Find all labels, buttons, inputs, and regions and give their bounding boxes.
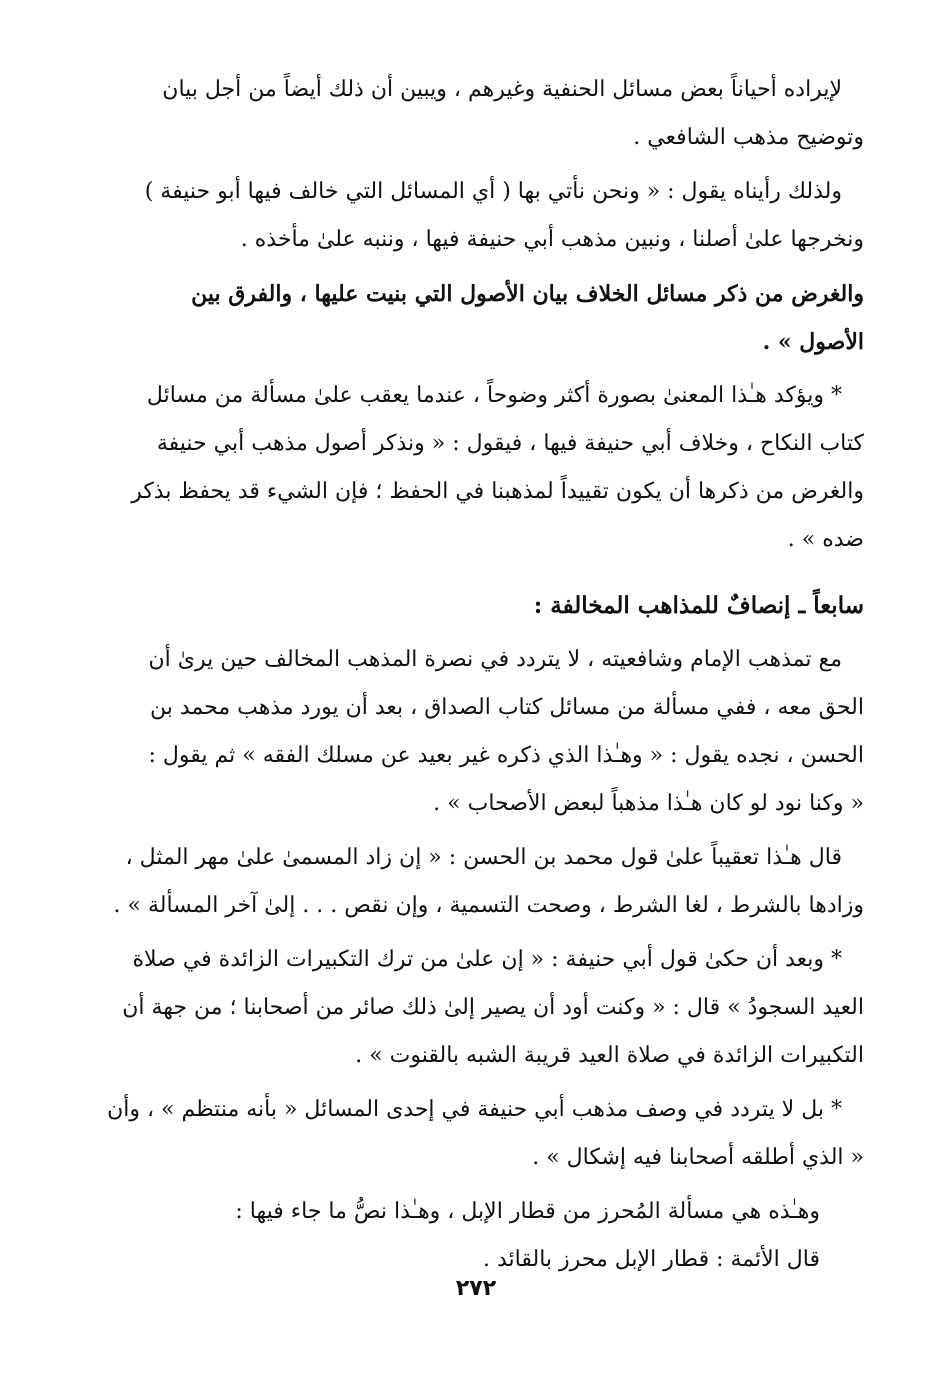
paragraph-quote-bold: [88, 270, 864, 366]
text-line: ضده » .: [787, 527, 864, 552]
text-line: وهـٰذه هي مسألة المُحرز من قطار الإبل ، وهـٰذا نصُّ ما جاء فيها :: [235, 1199, 820, 1224]
text-line: الحسن ، نجده يقول : « وهـٰذا الذي ذكره غير بعيد عن مسلك الفقه » ثم يقول :: [148, 743, 864, 768]
text-line: الحق معه ، ففي مسألة من مسائل كتاب الصداق ، بعد أن يورد مذهب محمد بن: [150, 695, 864, 720]
paragraph-1: [88, 66, 864, 162]
text-line: قال هـٰذا تعقيباً علىٰ قول محمد بن الحسن : « إن زاد المسمىٰ علىٰ مهر المثل ،: [125, 845, 842, 870]
text-line: الأصول » .: [762, 329, 864, 355]
text-line: العيد السجودُ » قال : « وكنت أود أن يصير إلىٰ ذلك صائر من أصحابنا ؛ من جهة أن: [122, 995, 864, 1020]
text-line: « الذي أطلقه أصحابنا فيه إشكال » .: [532, 1145, 864, 1170]
text-line: « وكنا نود لو كان هـٰذا مذهباً لبعض الأصحاب » .: [433, 791, 864, 816]
text-line: قال الأئمة : قطار الإبل محرز بالقائد .: [483, 1247, 820, 1272]
text-line: * بل لا يتردد في وصف مذهب أبي حنيفة في إحدى المسائل « بأنه منتظم » ، وأن: [107, 1097, 842, 1122]
paragraph-2: [88, 168, 864, 264]
paragraph-4: [88, 636, 864, 828]
text-line: لإيراده أحياناً بعض مسائل الحنفية وغيرهم ، ويبين أن ذلك أيضاً من أجل بيان: [162, 77, 842, 102]
section-heading: سابعاً ـ إنصافٌ للمذاهب المخالفة :: [533, 592, 864, 619]
text-line: مع تمذهب الإمام وشافعيته ، لا يتردد في نصرة المذهب المخالف حين يرىٰ أن: [148, 647, 842, 672]
text-line: التكبيرات الزائدة في صلاة العيد قريبة الشبه بالقنوت » .: [355, 1043, 864, 1068]
text-line: كتاب النكاح ، وخلاف أبي حنيفة فيها ، فيقول : « ونذكر أصول مذهب أبي حنيفة: [156, 431, 864, 456]
text-line: * وبعد أن حكىٰ قول أبي حنيفة : « إن علىٰ من ترك التكبيرات الزائدة في صلاة: [132, 947, 842, 972]
text-line: * ويؤكد هـٰذا المعنىٰ بصورة أكثر وضوحاً ، عندما يعقب علىٰ مسألة من مسائل: [146, 383, 842, 408]
closing-block: [88, 1188, 864, 1284]
text-line: وتوضيح مذهب الشافعي .: [633, 125, 864, 150]
text-line: والغرض من ذكرها أن يكون تقييداً لمذهبنا في الحفظ ؛ فإن الشيء قد يحفظ بذكر: [131, 479, 864, 504]
paragraph-6: [88, 936, 864, 1080]
text-line: ونخرجها علىٰ أصلنا ، ونبين مذهب أبي حنيفة فيها ، وننبه علىٰ مأخذه .: [240, 227, 864, 252]
text-line: والغرض من ذكر مسائل الخلاف بيان الأصول التي بنيت عليها ، والفرق بين: [191, 281, 864, 307]
paragraph-3: [88, 372, 864, 564]
paragraph-7: [88, 1086, 864, 1182]
text-line: ولذلك رأيناه يقول : « ونحن نأتي بها ( أي المسائل التي خالف فيها أبو حنيفة ): [144, 179, 842, 204]
page-number: ٢٧٢: [455, 1276, 497, 1301]
paragraph-5: [88, 834, 864, 930]
text-line: وزادها بالشرط ، لغا الشرط ، وصحت التسمية ، وإن نقص . . . إلىٰ آخر المسألة » .: [113, 893, 864, 918]
